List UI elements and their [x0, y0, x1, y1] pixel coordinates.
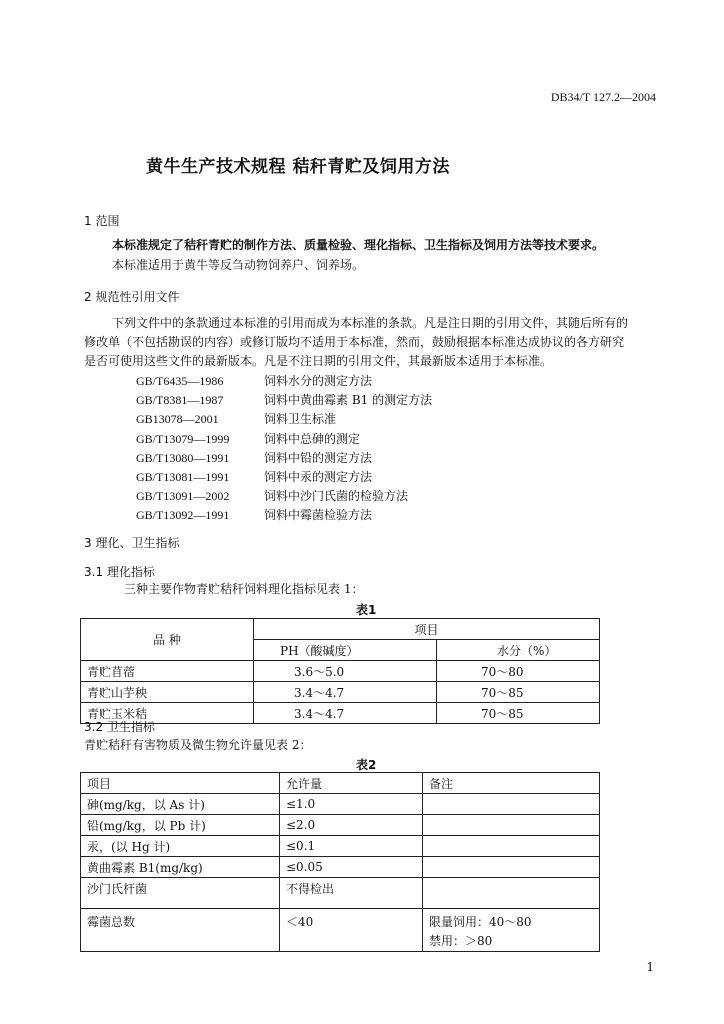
table-cell-item: 霉菌总数: [81, 909, 280, 952]
section-3-1-heading: 3.1 理化指标: [84, 565, 155, 579]
section-1-bold-line: 本标准规定了秸秆青贮的制作方法、质量检验、理化指标、卫生指标及饲用方法等技术要求。: [112, 238, 605, 252]
table-cell-note: [423, 909, 600, 952]
table-cell-item: 铅(mg/kg，以 Pb 计): [81, 815, 280, 836]
table-cell-variety: 青贮苜蓿: [81, 661, 254, 682]
table-cell-limit: ≤2.0: [280, 815, 423, 836]
standard-name: 饲料中沙门氏菌的检验方法: [264, 489, 409, 504]
standard-code: GB/T13080—1991: [136, 450, 230, 465]
table-row: [81, 857, 600, 878]
table-row: [81, 815, 600, 836]
standard-item: [136, 449, 432, 468]
table-header-row: [81, 773, 600, 794]
standard-code: GB/T13091—2002: [136, 489, 230, 504]
table-2-caption: 表2: [356, 758, 377, 772]
section-2-para-line-3: 是否可使用这些文件的最新版本。凡是不注日期的引用文件，其最新版本适用于本标准。: [84, 354, 553, 368]
standard-code: GB/T8381—1987: [136, 393, 224, 408]
table-cell-variety: 青贮玉米秸: [81, 703, 254, 724]
table-header-note: 备注: [423, 773, 600, 794]
standard-item: [136, 391, 432, 410]
section-3-1-intro: 三种主要作物青贮秸秆饲料理化指标见表 1：: [124, 582, 364, 596]
table-cell-ph: 3.6～5.0: [254, 661, 437, 682]
table-cell-limit: 不得检出: [280, 878, 423, 909]
page-number: 1: [646, 960, 654, 974]
table-cell-item: 砷(mg/kg，以 As 计): [81, 794, 280, 815]
table-header-limit: 允许量: [280, 773, 423, 794]
standard-item: [136, 506, 432, 525]
table-row: [81, 909, 600, 952]
document-number: DB34/T 127.2—2004: [550, 90, 656, 104]
table-1-caption: 表1: [356, 603, 377, 617]
standard-code: GB/T6435—1986: [136, 374, 224, 388]
table-cell-note: [423, 878, 600, 909]
table-cell-note: [423, 794, 600, 815]
section-3-2-heading: 3.2 卫生指标: [84, 720, 155, 734]
standard-item: [136, 430, 432, 449]
standard-item: [136, 410, 432, 429]
section-2-para-line-1: 下列文件中的条款通过本标准的引用而成为本标准的条款。凡是注日期的引用文件，其随后所有的: [112, 316, 629, 330]
standard-name: 饲料中总砷的测定: [264, 431, 361, 446]
standard-name: 饲料水分的测定方法: [264, 374, 373, 388]
table-cell-ph: 3.4～4.7: [254, 703, 437, 724]
standard-name: 饲料卫生标准: [264, 412, 337, 427]
standard-name: 饲料中黄曲霉素 B1 的测定方法: [264, 393, 433, 408]
table-header-row: [81, 619, 600, 640]
standard-code: GB13078—2001: [136, 412, 219, 427]
table-cell-note: [423, 836, 600, 857]
table-row: [81, 682, 600, 703]
table-header-item: 项目: [81, 773, 280, 794]
section-2-para-line-2: 修改单（不包括勘误的内容）或修订版均不适用于本标准，然而，鼓励根据本标准达成协议的各方研究: [84, 335, 625, 349]
standard-item: [136, 468, 432, 487]
section-3-heading: 3 理化、卫生指标: [84, 536, 180, 550]
section-2-heading: 2 规范性引用文件: [84, 290, 180, 304]
standard-item: [136, 372, 432, 391]
table-cell-water: 70～85: [437, 703, 600, 724]
table-cell-note: [423, 857, 600, 878]
standard-name: 饲料中霉菌检验方法: [264, 508, 373, 523]
table-header-water: 水分（%）: [437, 640, 600, 661]
table-header-ph: PH（酸碱度）: [254, 640, 437, 661]
table-2: [80, 772, 600, 952]
note-line-1: 限量饲用：40～80: [429, 915, 532, 929]
standard-item: [136, 487, 432, 506]
table-1: [80, 618, 600, 724]
table-row: [81, 794, 600, 815]
section-1-line: 本标准适用于黄牛等反刍动物饲养户、饲养场。: [112, 258, 365, 272]
standard-name: 饲料中铅的测定方法: [264, 450, 373, 465]
table-cell-item: 汞，(以 Hg 计): [81, 836, 280, 857]
standard-name: 饲料中汞的测定方法: [264, 469, 373, 484]
table-row: [81, 836, 600, 857]
section-1-heading: 1 范围: [84, 214, 120, 228]
note-line-2: 禁用：＞80: [429, 934, 493, 948]
table-cell-variety: 青贮山芋秧: [81, 682, 254, 703]
standard-code: GB/T13079—1999: [136, 431, 230, 446]
table-cell-limit: ＜40: [280, 909, 423, 952]
table-cell-limit: ≤0.1: [280, 836, 423, 857]
table-header-variety: 品 种: [81, 619, 254, 661]
table-row: [81, 878, 600, 909]
standard-code: GB/T13092—1991: [136, 508, 230, 523]
standard-code: GB/T13081—1991: [136, 469, 230, 484]
table-row: [81, 703, 600, 724]
table-row: [81, 661, 600, 682]
table-header-group: 项目: [254, 619, 600, 640]
table-cell-ph: 3.4～4.7: [254, 682, 437, 703]
table-cell-item: 黄曲霉素 B1(mg/kg): [81, 857, 280, 878]
referenced-standards-list: [136, 372, 432, 526]
page-title: 黄牛生产技术规程 秸秆青贮及饲用方法: [146, 157, 450, 177]
table-cell-limit: ≤1.0: [280, 794, 423, 815]
table-cell-limit: ≤0.05: [280, 857, 423, 878]
table-cell-item: 沙门氏杆菌: [81, 878, 280, 909]
table-cell-water: 70～80: [437, 661, 600, 682]
table-cell-note: [423, 815, 600, 836]
section-3-2-intro: 青贮秸秆有害物质及微生物允许量见表 2：: [84, 738, 312, 752]
table-cell-water: 70～85: [437, 682, 600, 703]
